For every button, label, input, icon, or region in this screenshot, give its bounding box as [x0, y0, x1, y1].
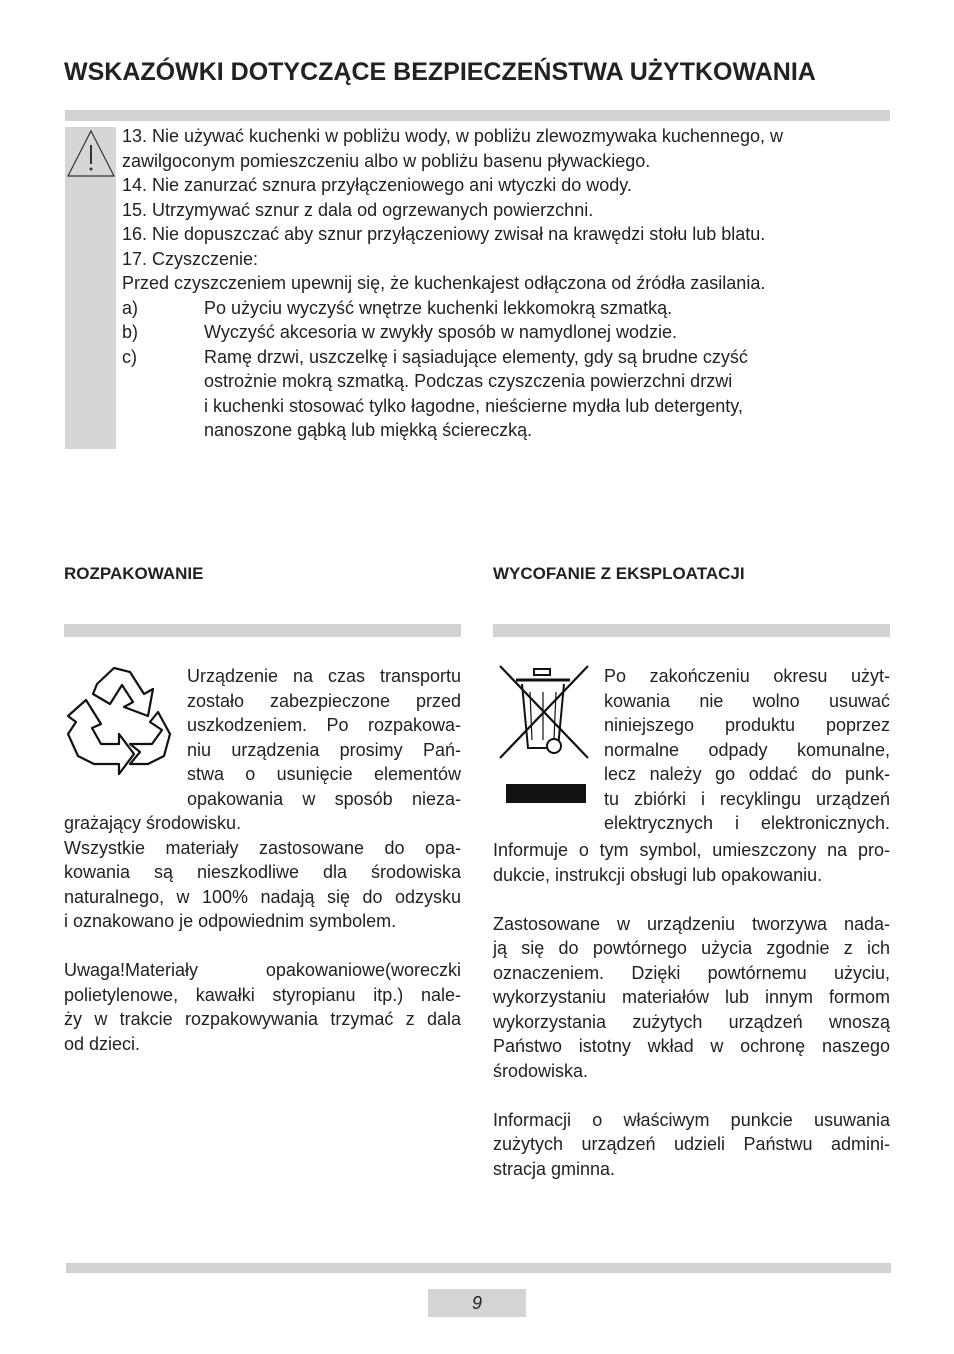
text-line: grażający środowisku.	[64, 813, 242, 833]
unpacking-heading: ROZPAKOWANIE	[64, 564, 204, 583]
item-text: Wyczyść akcesoria w zwykły sposób w namydlonej wodzie.	[204, 322, 678, 342]
text-line	[64, 934, 461, 959]
text-line: Urządzenie na czas transportu	[187, 666, 461, 686]
text-line: opakowania w sposób nieza-	[187, 788, 461, 809]
item-text: nanoszone gąbką lub miękką ściereczką.	[204, 420, 533, 440]
text-line: ją się do powtórnego użycia zgodnie z ich	[493, 938, 890, 958]
item-text: Ramę drzwi, uszczelkę i sąsiadujące elementy, gdy są brudne czyść	[204, 346, 748, 367]
safety-instructions	[122, 124, 890, 443]
text-line: ży w trakcie rozpakowywania trzymać z dala	[64, 1009, 461, 1029]
text-line: tu zbiórki i recyklingu urządzeń	[604, 788, 890, 809]
instruction-line: 16. Nie dopuszczać aby sznur przyłączeniowy zwisał na krawędzi stołu lub blatu.	[122, 224, 766, 244]
text-line: lecz należy go oddać do punk-	[604, 764, 890, 784]
disposal-heading: WYCOFANIE Z EKSPLOATACJI	[493, 564, 745, 583]
instruction-line: zawilgoconym pomieszczeniu albo w pobliżu basenu pływackiego.	[122, 150, 651, 171]
text-line: uszkodzeniem. Po rozpakowa-	[187, 715, 461, 735]
unpacking-side-text	[187, 664, 461, 811]
text-line: dukcie, instrukcji obsługi lub opakowaniu.	[493, 864, 823, 885]
text-line: Informuje o tym symbol, umieszczony na pro-	[493, 840, 890, 860]
disposal-body-text	[493, 838, 890, 1181]
text-line: polietylenowe, kawałki styropianu itp.) nale-	[64, 984, 461, 1005]
text-line: Po zakończeniu okresu użyt-	[604, 666, 890, 686]
cleaning-item-c	[122, 345, 890, 443]
text-line: Informacji o właściwym punkcie usuwania	[493, 1109, 890, 1130]
page-title: WSKAZÓWKI DOTYCZĄCE BEZPIECZEŃSTWA UŻYTKOWANIA	[64, 58, 816, 86]
text-line: stwa o usunięcie elementów	[187, 764, 461, 784]
text-line: kowania są nieszkodliwe dla środowiska	[64, 862, 461, 882]
footer-divider	[66, 1263, 891, 1273]
title-divider	[65, 110, 890, 121]
unpacking-body-text	[64, 811, 461, 1056]
instruction-line: 15. Utrzymywać sznur z dala od ogrzewanych powierzchni.	[122, 199, 594, 220]
text-line: wykorzystania zużytych urządzeń wnoszą	[493, 1011, 890, 1032]
text-line: oznaczeniem. Dzięki powtórnemu użyciu,	[493, 962, 890, 983]
cleaning-item-a	[122, 296, 890, 321]
text-line: naturalnego, w 100% nadają się do odzysku	[64, 886, 461, 907]
text-line: normalne odpady komunalne,	[604, 739, 890, 760]
item-text: Po użyciu wyczyść wnętrze kuchenki lekkomokrą szmatką.	[204, 297, 673, 318]
text-line: Wszystkie materiały zastosowane do opa-	[64, 837, 461, 858]
text-line: środowiska.	[493, 1060, 589, 1081]
text-line	[493, 887, 890, 912]
warning-triangle-icon	[65, 127, 116, 181]
instruction-line: 13. Nie używać kuchenki w pobliżu wody, w pobliżu zlewozmywaka kuchennego, w	[122, 126, 783, 146]
unpacking-divider	[64, 624, 461, 637]
text-line: zostało zabezpieczone przed	[187, 690, 461, 711]
crossed-bin-icon	[498, 664, 590, 806]
text-line: kowania nie wolno usuwać	[604, 690, 890, 711]
cleaning-item-b	[122, 320, 890, 345]
disposal-side-text	[604, 664, 890, 836]
text-line: Uwaga!Materiały opakowaniowe(woreczki	[64, 960, 461, 980]
text-line: od dzieci.	[64, 1033, 141, 1054]
text-line: zużytych urządzeń udzieli Państwu admini-	[493, 1134, 890, 1154]
recycling-icon	[64, 664, 174, 782]
instruction-line: 17. Czyszczenie:	[122, 248, 259, 269]
item-text: i kuchenki stosować tylko łagodne, nieścierne mydła lub detergenty,	[204, 395, 743, 416]
text-line: niu urządzenia prosimy Pań-	[187, 739, 461, 760]
item-key: c)	[122, 346, 137, 367]
text-line: stracja gminna.	[493, 1158, 616, 1179]
item-key: a)	[122, 297, 139, 318]
text-line	[493, 1083, 890, 1108]
text-line: Zastosowane w urządzeniu tworzywa nada-	[493, 913, 890, 934]
disposal-divider	[493, 624, 890, 637]
item-key: b)	[122, 322, 139, 342]
text-line: elektrycznych i elektronicznych.	[604, 813, 890, 833]
page-number: 9	[428, 1289, 526, 1317]
text-line: Państwo istotny wkład w ochronę naszego	[493, 1036, 890, 1056]
text-line: wykorzystaniu materiałów lub innym formom	[493, 987, 890, 1007]
text-line: niniejszego produktu poprzez	[604, 715, 890, 735]
instruction-line: Przed czyszczeniem upewnij się, że kuchenkajest odłączona od źródła zasilania.	[122, 273, 766, 293]
item-text: ostrożnie mokrą szmatką. Podczas czyszczenia powierzchni drzwi	[204, 371, 733, 391]
text-line: i oznakowano je odpowiednim symbolem.	[64, 911, 397, 931]
instruction-line: 14. Nie zanurzać sznura przyłączeniowego ani wtyczki do wody.	[122, 175, 632, 195]
